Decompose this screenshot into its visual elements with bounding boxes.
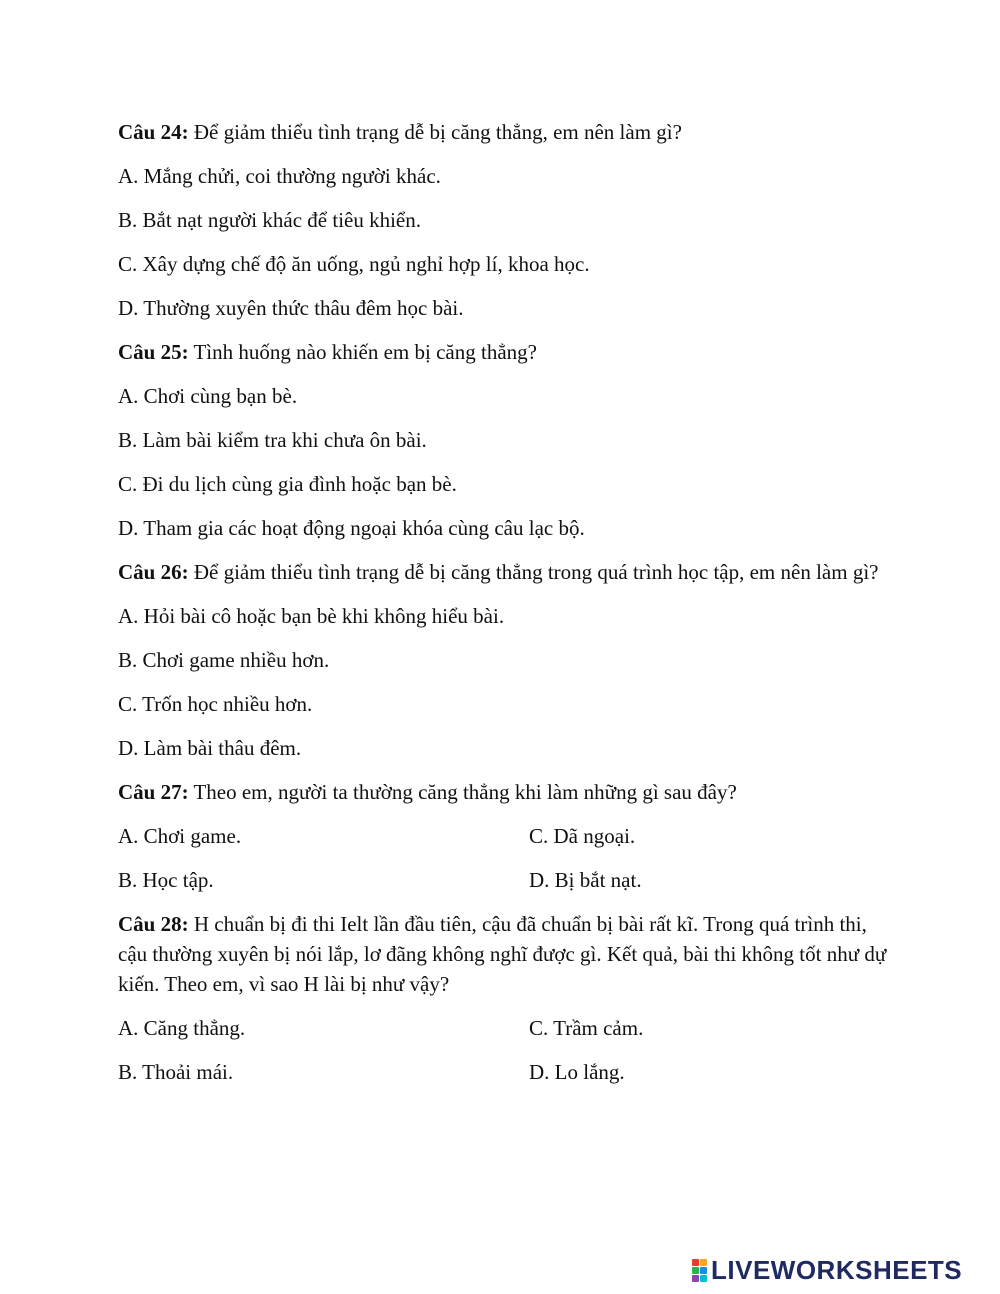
question-number: Câu 25: [118,340,189,364]
question-text: Để giảm thiểu tình trạng dễ bị căng thẳng, em nên làm gì? [188,120,682,144]
question-25 [118,337,898,367]
logo-text: LIVEWORKSHEETS [711,1254,963,1285]
logo-block [700,1275,707,1282]
question-text: H chuẩn bị đi thi Ielt lần đầu tiên, cậu đã chuẩn bị bài rất kĩ. Trong quá trình thi, cậu thường xuyên bị nói lắp, lơ đãng không nghĩ được gì. Kết quả, bài thi không tốt như dự kiến. Theo em, vì sao H lài bị như vậy? [118,912,887,996]
worksheet-page [118,117,898,1101]
option-27-c: C. Dã ngoại. [529,824,636,848]
option-27-b: B. Học tập. [118,868,214,892]
option-24-a: A. Mắng chửi, coi thường người khác. [118,164,441,188]
logo-block [692,1275,699,1282]
option-28-b: B. Thoải mái. [118,1060,234,1084]
question-number: Câu 28: [118,912,189,936]
option-24-c: C. Xây dựng chế độ ăn uống, ngủ nghỉ hợp lí, khoa học. [118,252,590,276]
option-26-a: A. Hỏi bài cô hoặc bạn bè khi không hiểu bài. [118,604,505,628]
question-28 [118,909,898,999]
option-24-b: B. Bắt nạt người khác để tiêu khiển. [118,208,422,232]
option-27-d: D. Bị bắt nạt. [529,868,642,892]
logo-block [692,1267,699,1274]
option-28-c: C. Trầm cảm. [529,1016,644,1040]
question-26 [118,557,898,587]
option-28-a: A. Căng thẳng. [118,1016,246,1040]
logo-blocks-icon [692,1259,707,1282]
question-number: Câu 26: [118,560,189,584]
liveworksheets-logo [692,1255,962,1285]
option-25-a: A. Chơi cùng bạn bè. [118,384,298,408]
option-27-a: A. Chơi game. [118,824,242,848]
options-grid-27 [118,821,898,895]
question-text: Theo em, người ta thường căng thẳng khi làm những gì sau đây? [188,780,737,804]
option-25-c: C. Đi du lịch cùng gia đình hoặc bạn bè. [118,472,457,496]
option-26-b: B. Chơi game nhiều hơn. [118,648,330,672]
logo-block [700,1259,707,1266]
option-26-c: C. Trốn học nhiều hơn. [118,692,313,716]
question-24 [118,117,898,147]
option-24-d: D. Thường xuyên thức thâu đêm học bài. [118,296,464,320]
option-26-d: D. Làm bài thâu đêm. [118,736,302,760]
option-28-d: D. Lo lắng. [529,1060,625,1084]
option-25-d: D. Tham gia các hoạt động ngoại khóa cùng câu lạc bộ. [118,516,585,540]
question-text: Để giảm thiểu tình trạng dễ bị căng thẳng trong quá trình học tập, em nên làm gì? [188,560,879,584]
logo-block [692,1259,699,1266]
question-number: Câu 24: [118,120,189,144]
question-text: Tình huống nào khiến em bị căng thẳng? [188,340,537,364]
logo-block [700,1267,707,1274]
question-number: Câu 27: [118,780,189,804]
option-25-b: B. Làm bài kiểm tra khi chưa ôn bài. [118,428,427,452]
question-27 [118,777,898,807]
options-grid-28 [118,1013,898,1087]
